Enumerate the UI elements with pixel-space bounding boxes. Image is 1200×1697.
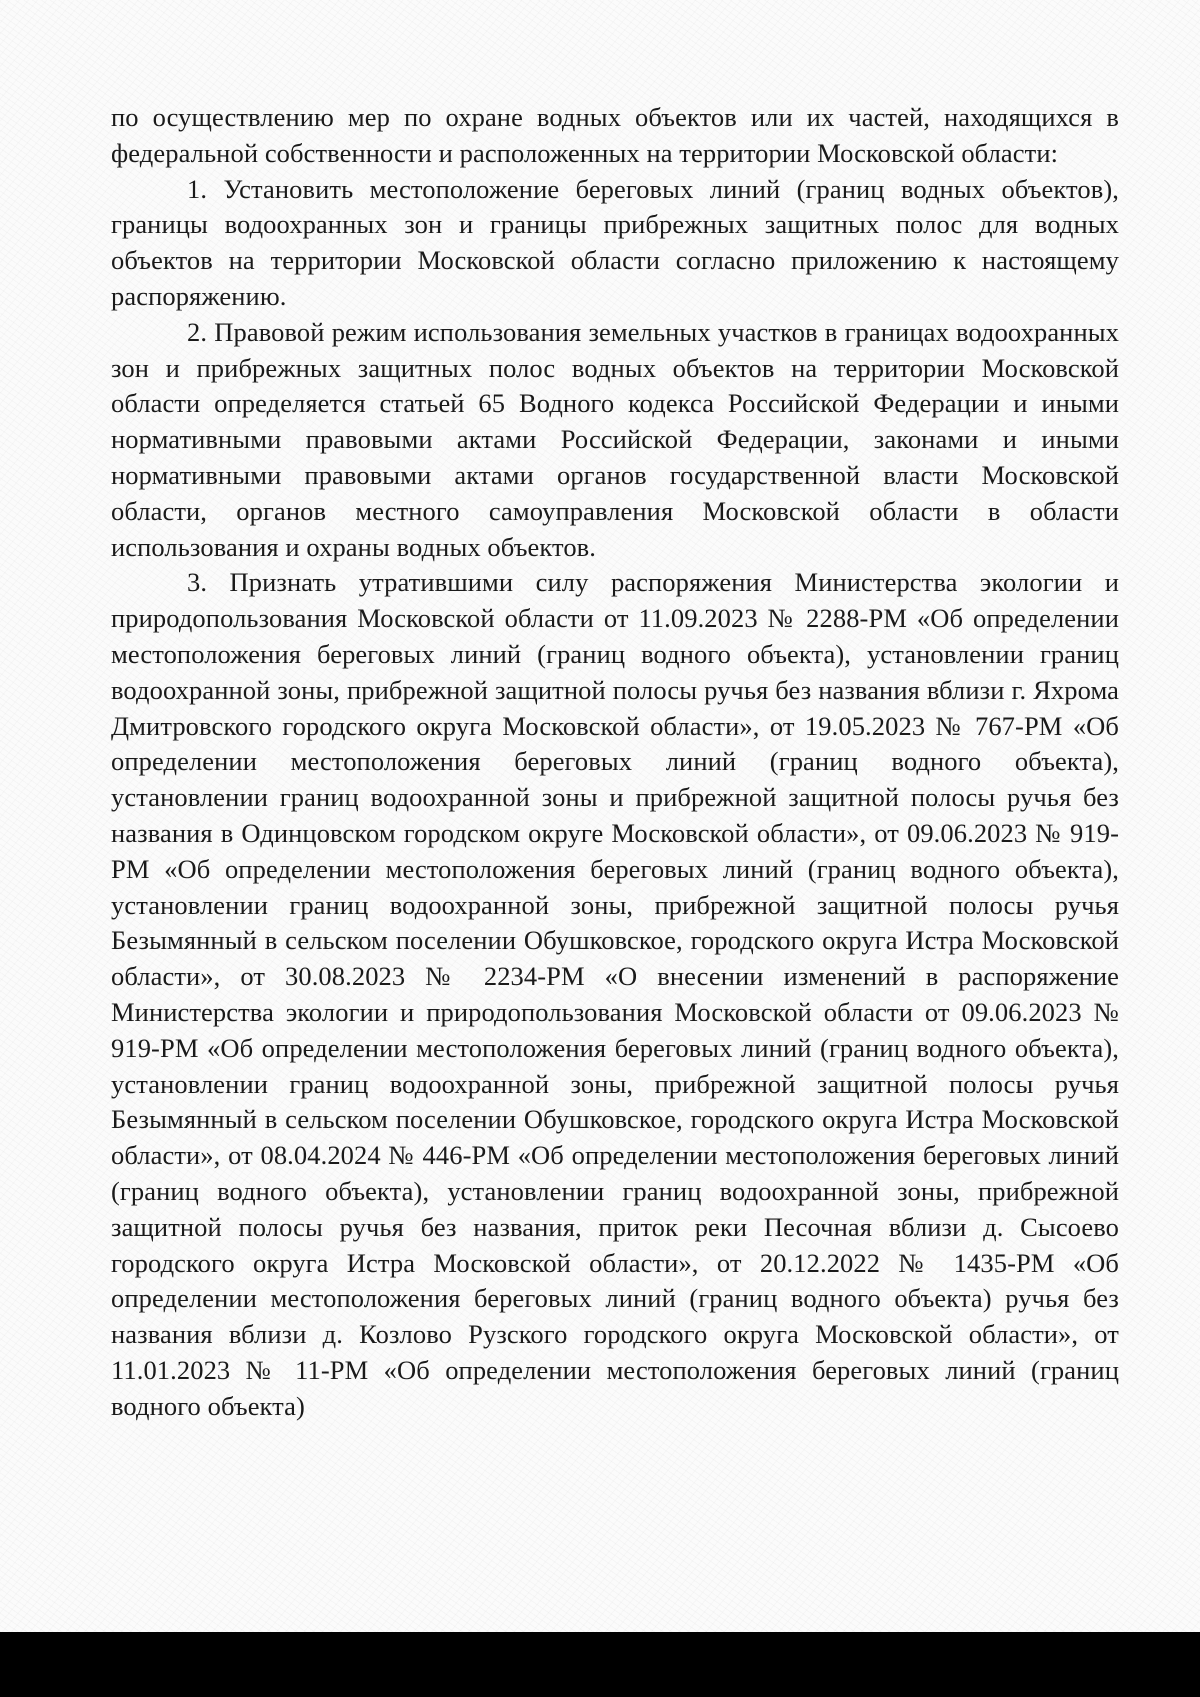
document-body: [111, 100, 1119, 1424]
intro-paragraph: по осуществлению мер по охране водных объектов или их частей, находящихся в федеральной собственности и расположенных на территории Московской области:: [111, 102, 1119, 168]
paragraph-item-1: 1. Установить местоположение береговых линий (границ водных объектов), границы водоохранных зон и границы прибрежных защитных полос для водных объектов на территории Московской области согласно приложению к настоящему распоряжению.: [111, 173, 1119, 311]
scan-bottom-border: [0, 1632, 1200, 1697]
paragraph-item-3: 3. Признать утратившими силу распоряжения Министерства экологии и природопользования Московской области от 11.09.2023 № 2288-РМ «Об определении местоположения береговых линий (границ водного объекта), установлении границ водоохранной зоны, прибрежной защитной полосы ручья без названия вблизи г. Яхрома Дмитровского городского округа Московской области», от 19.05.2023 № 767-РМ «Об определении местоположения береговых линий (границ водного объекта), установлении границ водоохранной зоны и прибрежной защитной полосы ручья без названия в Одинцовском городском округе Московской области», от 09.06.2023 № 919-РМ «Об определении местоположения береговых линий (границ водного объекта), установлении границ водоохранной зоны, прибрежной защитной полосы ручья Безымянный в сельском поселении Обушковское, городского округа Истра Московской области», от 30.08.2023 № 2234-РМ «О внесении изменений в распоряжение Министерства экологии и природопользования Московской области от 09.06.2023 № 919-РМ «Об определении местоположения береговых линий (границ водного объекта), установлении границ водоохранной зоны, прибрежной защитной полосы ручья Безымянный в сельском поселении Обушковское, городского округа Истра Московской области», от 08.04.2024 № 446-РМ «Об определении местоположения береговых линий (границ водного объекта), установлении границ водоохранной зоны, прибрежной защитной полосы ручья без названия, приток реки Песочная вблизи д. Сысоево городского округа Истра Московской области», от 20.12.2022 № 1435-РМ «Об определении местоположения береговых линий (границ водного объекта) ручья без названия вблизи д. Козлово Рузского городского округа Московской области», от 11.01.2023 № 11-РМ «Об определении местоположения береговых линий (границ водного объекта): [111, 567, 1119, 1421]
paragraph-item-2: 2. Правовой режим использования земельных участков в границах водоохранных зон и прибрежных защитных полос водных объектов на территории Московской области определяется статьей 65 Водного кодекса Российской Федерации и иными нормативными правовыми актами Российской Федерации, законами и иными нормативными правовыми актами органов государственной власти Московской области, органов местного самоуправления Московской области в области использования и охраны водных объектов.: [111, 316, 1119, 562]
